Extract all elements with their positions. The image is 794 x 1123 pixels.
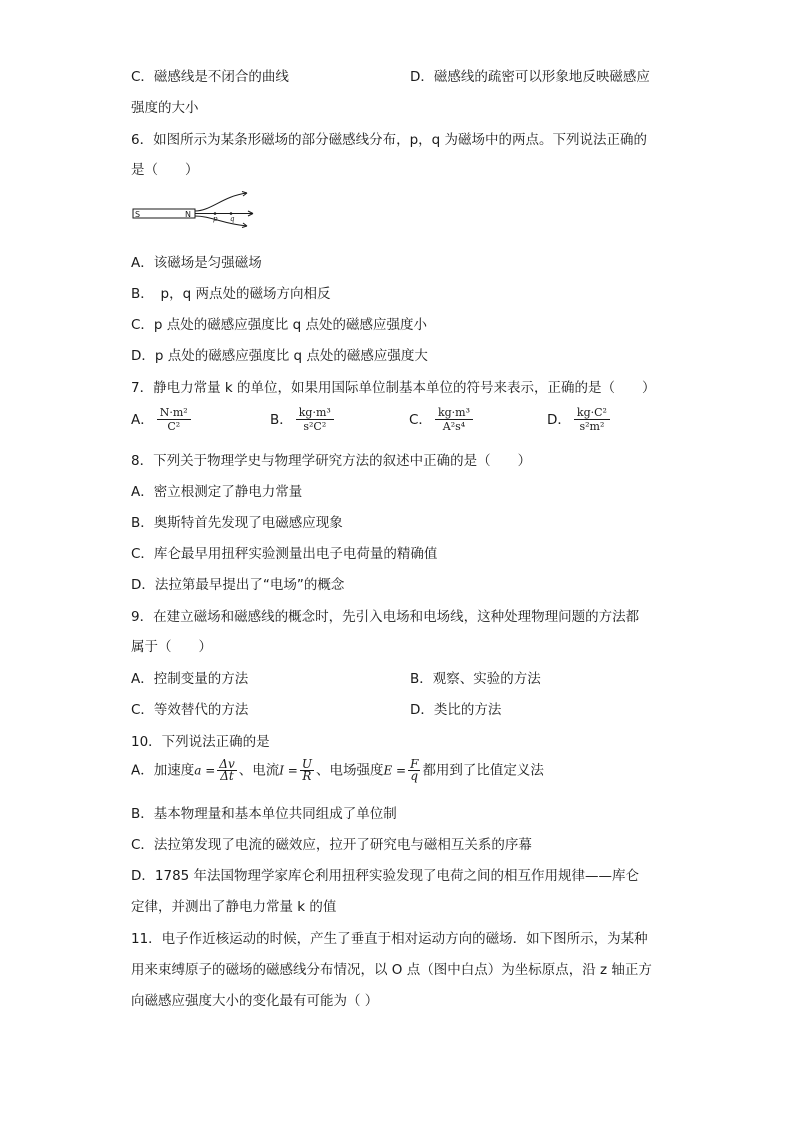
q7-option-b — [270, 406, 337, 433]
q10-current-numerator: U — [301, 757, 312, 771]
q10-option-a-prefix: A．加速度 — [131, 762, 195, 779]
q10-current-denominator: R — [300, 770, 314, 782]
q10-option-a-suffix: 都用到了比值定义法 — [422, 762, 544, 779]
point-p-label: p — [213, 215, 218, 223]
q7-option-a-denominator: C² — [157, 419, 191, 433]
q8-option-a: A．密立根测定了静电力常量 — [131, 484, 303, 500]
q7-option-a — [131, 406, 194, 433]
q9-option-a: A．控制变量的方法 — [131, 671, 249, 687]
q10-option-d-line2: 定律，并测出了静电力常量 k 的值 — [131, 899, 337, 915]
q7-option-b-denominator: s²C² — [296, 419, 334, 433]
q11-stem-line3: 向磁感应强度大小的变化最有可能为（ ） — [131, 993, 379, 1009]
field-line-bottom — [195, 216, 247, 226]
q8-option-c: C．库仑最早用扭秤实验测量出电子电荷量的精确值 — [131, 546, 438, 562]
q6-option-c: C．p 点处的磁感应强度比 q 点处的磁感应强度小 — [131, 317, 427, 333]
q8-option-d: D．法拉第最早提出了“电场”的概念 — [131, 577, 345, 593]
q7-option-d-label: D． — [547, 411, 571, 428]
q10-acceleration-numerator: Δv — [219, 757, 235, 771]
q10-acceleration-symbol: a = — [194, 763, 216, 778]
q5-option-d-line2: 强度的大小 — [131, 100, 199, 116]
magnet-n-label: N — [185, 210, 191, 219]
q7-option-d — [547, 406, 613, 433]
q7-option-b-label: B． — [270, 411, 293, 428]
bar-magnet-figure — [131, 190, 261, 228]
field-line-top — [195, 193, 247, 211]
q10-option-d-line1: D．1785 年法国物理学家库仑利用扭秤实验发现了电荷之间的相互作用规律——库仑 — [131, 868, 640, 884]
q9-stem-line1: 9．在建立磁场和磁感线的概念时，先引入电场和电场线，这种处理物理问题的方法都 — [131, 609, 640, 625]
q10-option-a-mid2: 、电场强度 — [315, 762, 384, 779]
q9-option-c: C．等效替代的方法 — [131, 702, 249, 718]
q10-acceleration-denominator: Δt — [217, 770, 236, 782]
point-q-label: q — [230, 215, 235, 223]
q7-option-b-numerator: kg·m³ — [298, 406, 331, 419]
q8-stem: 8．下列关于物理学史与物理学研究方法的叙述中正确的是（ ） — [131, 453, 532, 469]
q6-stem-line1: 6．如图所示为某条形磁场的部分磁感线分布，p，q 为磁场中的两点。下列说法正确的 — [131, 132, 648, 148]
q9-option-d: D．类比的方法 — [410, 702, 502, 718]
q10-option-c: C．法拉第发现了电流的磁效应，拉开了研究电与磁相互关系的序幕 — [131, 837, 532, 853]
q5-option-d-line1: D．磁感线的疏密可以形象地反映磁感应 — [410, 69, 650, 85]
q10-option-a — [131, 759, 544, 782]
q10-field-denominator: q — [408, 770, 420, 782]
q11-stem-line1: 11．电子作近核运动的时候，产生了垂直于相对运动方向的磁场．如下图所示，为某种 — [131, 931, 648, 947]
q7-option-c — [409, 406, 476, 433]
q11-stem-line2: 用来束缚原子的磁场的磁感线分布情况，以 O 点（图中白点）为坐标原点，沿 z 轴正方 — [131, 962, 652, 978]
q7-option-c-numerator: kg·m³ — [437, 406, 470, 419]
q10-option-b: B．基本物理量和基本单位共同组成了单位制 — [131, 806, 397, 822]
q7-option-a-numerator: N·m² — [159, 406, 188, 419]
q7-option-d-denominator: s²m² — [574, 419, 610, 433]
q10-option-a-mid1: 、电流 — [238, 762, 280, 779]
q6-option-b: B． p，q 两点处的磁场方向相反 — [131, 286, 331, 302]
q7-option-a-label: A． — [131, 411, 154, 428]
q6-stem-line2: 是（ ） — [131, 162, 199, 178]
q7-option-d-numerator: kg·C² — [576, 406, 607, 419]
q6-option-d: D．p 点处的磁感应强度比 q 点处的磁感应强度大 — [131, 348, 428, 364]
q8-option-b: B．奥斯特首先发现了电磁感应现象 — [131, 515, 343, 531]
q7-option-c-label: C． — [409, 411, 432, 428]
magnet-s-label: S — [135, 210, 141, 219]
q9-stem-line2: 属于（ ） — [131, 639, 212, 655]
q5-option-c: C．磁感线是不闭合的曲线 — [131, 69, 289, 85]
q10-stem: 10．下列说法正确的是 — [131, 734, 270, 750]
q10-current-symbol: I = — [279, 763, 298, 778]
q6-option-a: A．该磁场是匀强磁场 — [131, 255, 262, 271]
q10-field-numerator: F — [410, 757, 419, 771]
q7-option-c-denominator: A²s⁴ — [435, 419, 473, 433]
q9-option-b: B．观察、实验的方法 — [410, 671, 541, 687]
q10-field-symbol: E = — [383, 763, 407, 778]
q7-stem: 7．静电力常量 k 的单位，如果用国际单位制基本单位的符号来表示，正确的是（ ） — [131, 380, 656, 396]
